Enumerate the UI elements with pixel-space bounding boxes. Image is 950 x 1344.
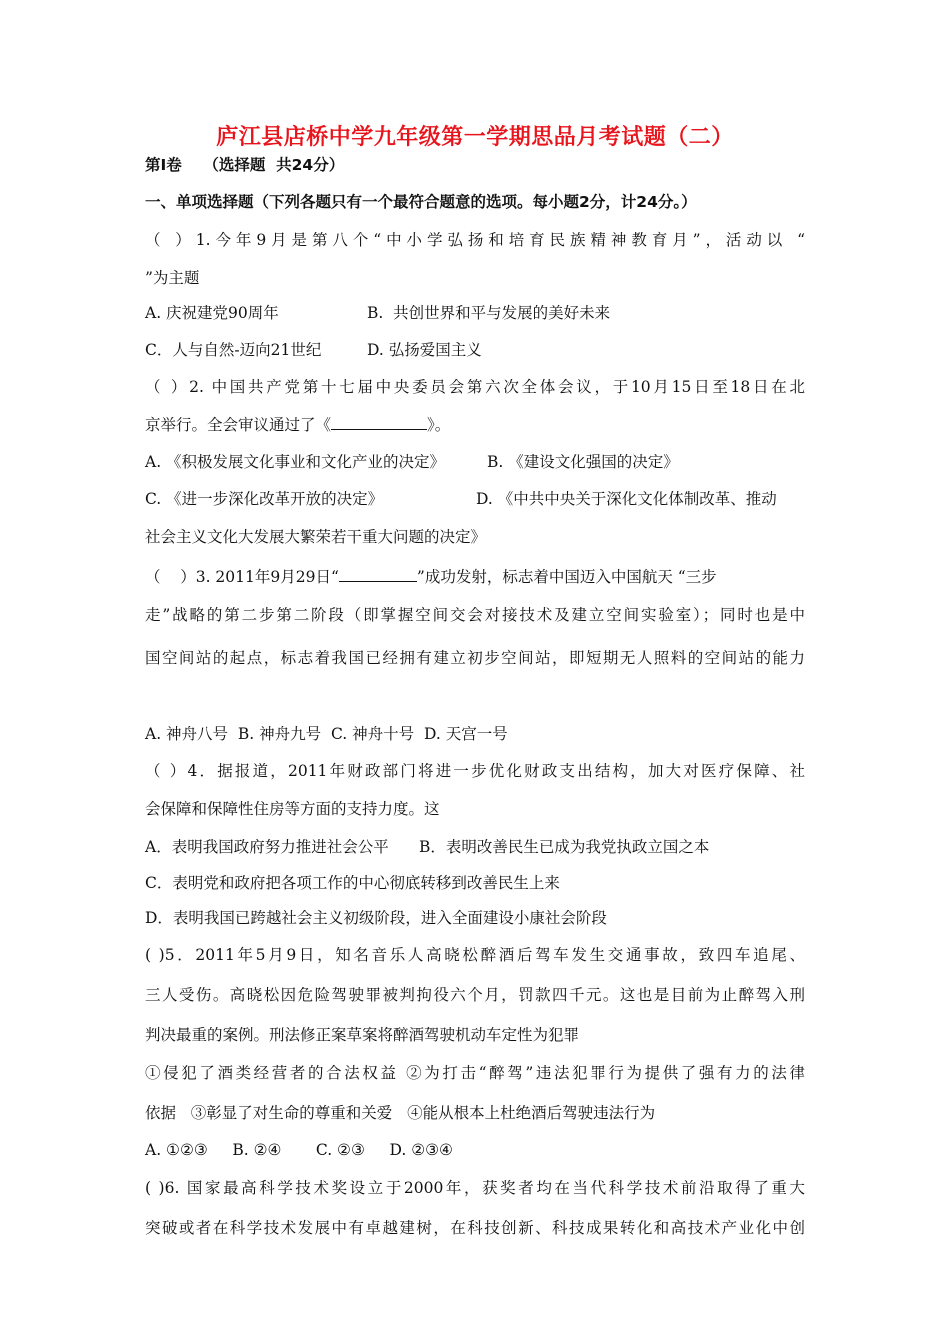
q3-stem-line1-post: ”成功发射，标志着中国迈入中国航天 “三步 xyxy=(416,568,717,586)
part-header: 一、单项选择题（下列各题只有一个最符合题意的选项。每小题2分，计24分。） xyxy=(145,193,697,211)
q2-option-a: A. 《积极发展文化事业和文化产业的决定》 xyxy=(145,453,446,471)
q4-option-d: D．表明我国已跨越社会主义初级阶段，进入全面建设小康社会阶段 xyxy=(145,909,607,927)
q1-option-b: B. 共创世界和平与发展的美好未来 xyxy=(367,304,611,322)
q5-statements-line2: 依据 ③彰显了对生命的尊重和关爱 ④能从根本上杜绝酒后驾驶违法行为 xyxy=(145,1104,656,1122)
q5-stem-line3: 判决最重的案例。刑法修正案草案将醉酒驾驶机动车定性为犯罪 xyxy=(145,1026,580,1044)
q4-option-c: C．表明党和政府把各项工作的中心彻底转移到改善民生上来 xyxy=(145,874,560,892)
q4-stem-line2: 会保障和保障性住房等方面的支持力度。这 xyxy=(145,800,440,818)
q2-stem-line2-post: 》。 xyxy=(427,416,451,434)
q3-stem-line1-pre: （ ）3. 2011年9月29日“ xyxy=(145,568,339,586)
q2-stem-line2-pre: 京举行。全会审议通过了《 xyxy=(145,416,332,434)
q3-answer-blank xyxy=(339,567,417,582)
q1-stem-line1: （ ）1.今年9月是第八个“中小学弘扬和培育民族精神教育月”，活动以 “ xyxy=(145,231,805,249)
q3-stem-line3: 国空间站的起点，标志着我国已经拥有建立初步空间站，即短期无人照料的空间站的能力 xyxy=(145,649,805,667)
q2-stem-line2 xyxy=(145,415,450,435)
q5-stem-line2: 三人受伤。高晓松因危险驾驶罪被判拘役六个月，罚款四千元。这也是目前为止醉驾入刑 xyxy=(145,986,805,1004)
q1-option-c: C．人与自然-迈向21世纪 xyxy=(145,341,322,359)
q5-stem-line1: ( )5．2011年5月9日，知名音乐人高晓松醉酒后驾车发生交通事故，致四车追尾、 xyxy=(145,946,805,964)
q3-stem-line2: 走”战略的第二步第二阶段（即掌握空间交会对接技术及建立空间实验室）；同时也是中 xyxy=(145,606,805,624)
q1-stem-line2: ”为主题 xyxy=(145,269,200,287)
q3-options: A. 神舟八号 B. 神舟九号 C. 神舟十号 D. 天宫一号 xyxy=(145,725,508,743)
q2-option-b: B. 《建设文化强国的决定》 xyxy=(487,453,679,471)
q2-option-c: C. 《进一步深化改革开放的决定》 xyxy=(145,490,384,508)
exam-title: 庐江县店桥中学九年级第一学期思品月考试题（二） xyxy=(216,125,734,150)
q5-options: A. ①②③ B. ②④ C. ②③ D. ②③④ xyxy=(145,1141,453,1159)
q4-option-a: A．表明我国政府努力推进社会公平 xyxy=(145,838,389,856)
q2-option-d: D. 《中共中央关于深化文化体制改革、推动 xyxy=(476,490,777,508)
q1-option-a: A. 庆祝建党90周年 xyxy=(145,304,279,322)
section-header: 第Ⅰ卷 （选择题 共24分） xyxy=(145,156,345,174)
q3-stem-line1 xyxy=(145,567,717,587)
q4-option-b: B．表明改善民生已成为我党执政立国之本 xyxy=(419,838,710,856)
q6-stem-line1: ( )6. 国家最高科学技术奖设立于2000年，获奖者均在当代科学技术前沿取得了重大 xyxy=(145,1179,805,1197)
q2-option-d-continued: 社会主义文化大发展大繁荣若干重大问题的决定》 xyxy=(145,528,487,546)
q1-option-d: D. 弘扬爱国主义 xyxy=(367,341,482,359)
q2-stem-line1: （ ）2. 中国共产党第十七届中央委员会第六次全体会议，于10月15日至18日在北 xyxy=(145,378,805,396)
q5-statements-line1: ①侵犯了酒类经营者的合法权益 ②为打击“醉驾”违法犯罪行为提供了强有力的法律 xyxy=(145,1064,805,1082)
q6-stem-line2: 突破或者在科学技术发展中有卓越建树，在科技创新、科技成果转化和高技术产业化中创 xyxy=(145,1219,805,1237)
q4-stem-line1: （ ）4．据报道，2011年财政部门将进一步优化财政支出结构，加大对医疗保障、社 xyxy=(145,762,805,780)
q2-answer-blank xyxy=(331,415,427,430)
